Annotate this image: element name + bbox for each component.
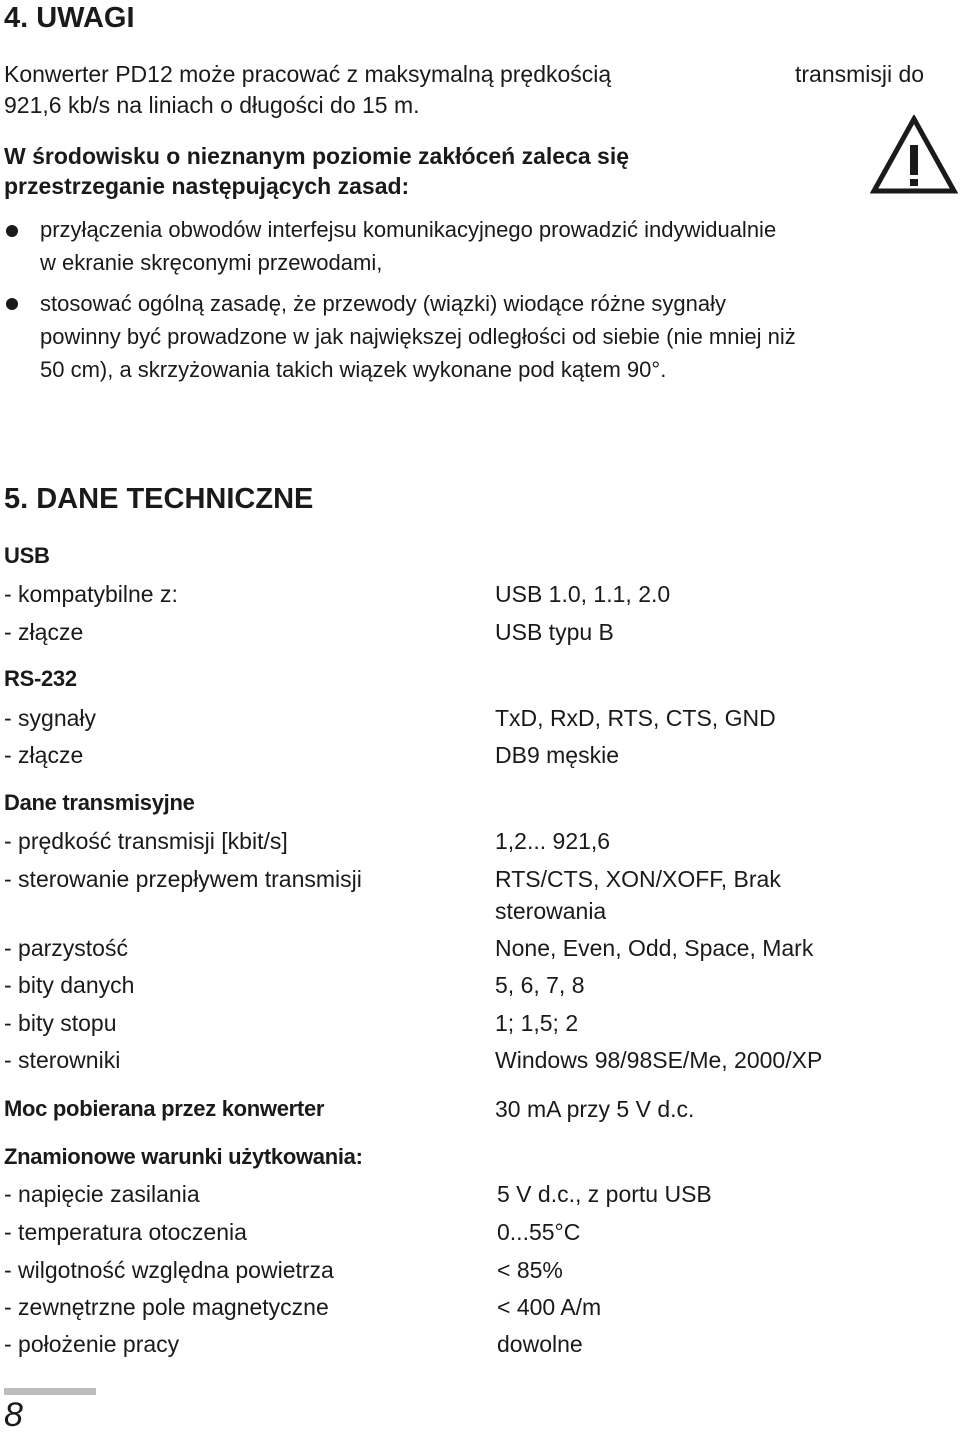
spec-label: - kompatybilne z:: [4, 581, 178, 607]
spec-label: - wilgotność względna powietrza: [4, 1257, 334, 1283]
spec-value-continued: sterowania: [495, 898, 607, 924]
spec-value: USB typu B: [495, 619, 614, 645]
spec-label: - prędkość transmisji [kbit/s]: [4, 828, 288, 854]
bullet-1-line-2: w ekranie skręconymi przewodami,: [40, 250, 383, 275]
warning-triangle-icon: [870, 115, 958, 195]
spec-value: 5, 6, 7, 8: [495, 972, 585, 998]
spec-value: RTS/CTS, XON/XOFF, Brak: [495, 866, 781, 892]
footer-divider: [4, 1388, 96, 1395]
intro-text-line-1a: Konwerter PD12 może pracować z maksymalną prędkością: [4, 61, 612, 87]
intro-text-line-2: 921,6 kb/s na liniach o długości do 15 m.: [4, 92, 420, 118]
spec-value: dowolne: [497, 1331, 583, 1357]
section-5-title: 5. DANE TECHNICZNE: [4, 483, 314, 515]
spec-value: USB 1.0, 1.1, 2.0: [495, 581, 671, 607]
bullet-2-line-3: 50 cm), a skrzyżowania takich wiązek wykonane pod kątem 90°.: [40, 357, 667, 382]
section-4-title: 4. UWAGI: [4, 2, 135, 34]
spec-label: - napięcie zasilania: [4, 1181, 200, 1207]
spec-label: - położenie pracy: [4, 1331, 180, 1357]
conditions-heading: Znamionowe warunki użytkowania:: [4, 1144, 363, 1169]
power-value: 30 mA przy 5 V d.c.: [495, 1096, 695, 1122]
spec-value: None, Even, Odd, Space, Mark: [495, 935, 814, 961]
spec-value: DB9 męskie: [495, 742, 619, 768]
spec-label: - bity danych: [4, 972, 135, 998]
bullet-1-line-1: przyłączenia obwodów interfejsu komunikacyjnego prowadzić indywidualnie: [40, 217, 777, 242]
rs232-heading: RS-232: [4, 666, 77, 691]
usb-heading: USB: [4, 543, 50, 568]
spec-label: - złącze: [4, 742, 84, 768]
intro-text-line-1b: transmisji do: [795, 61, 925, 87]
spec-value: TxD, RxD, RTS, CTS, GND: [495, 705, 776, 731]
spec-label: - złącze: [4, 619, 84, 645]
spec-label: - parzystość: [4, 935, 128, 961]
bullet-marker: [6, 298, 18, 310]
spec-value: 0...55°C: [497, 1219, 581, 1245]
spec-label: - bity stopu: [4, 1010, 117, 1036]
spec-label: - sterowanie przepływem transmisji: [4, 866, 362, 892]
bullet-2-line-2: powinny być prowadzone w jak największej odległości od siebie (nie mniej niż: [40, 324, 796, 349]
spec-label: - sygnały: [4, 705, 97, 731]
spec-value: 1; 1,5; 2: [495, 1010, 579, 1036]
spec-value: 1,2... 921,6: [495, 828, 611, 854]
spec-label: - sterowniki: [4, 1047, 121, 1073]
warning-text-line-2: przestrzeganie następujących zasad:: [4, 173, 410, 199]
warning-text-line-1: W środowisku o nieznanym poziomie zakłóceń zaleca się: [4, 143, 630, 169]
bullet-marker: [6, 225, 18, 237]
spec-value: < 400 A/m: [497, 1294, 602, 1320]
transmission-heading: Dane transmisyjne: [4, 790, 195, 815]
spec-value: < 85%: [497, 1257, 563, 1283]
spec-label: - temperatura otoczenia: [4, 1219, 247, 1245]
spec-label: - zewnętrzne pole magnetyczne: [4, 1294, 329, 1320]
spec-value: 5 V d.c., z portu USB: [497, 1181, 712, 1207]
spec-value: Windows 98/98SE/Me, 2000/XP: [495, 1047, 823, 1073]
page-number: 8: [4, 1396, 23, 1434]
bullet-2-line-1: stosować ogólną zasadę, że przewody (wiązki) wiodące różne sygnały: [40, 291, 727, 316]
power-label: Moc pobierana przez konwerter: [4, 1096, 325, 1121]
